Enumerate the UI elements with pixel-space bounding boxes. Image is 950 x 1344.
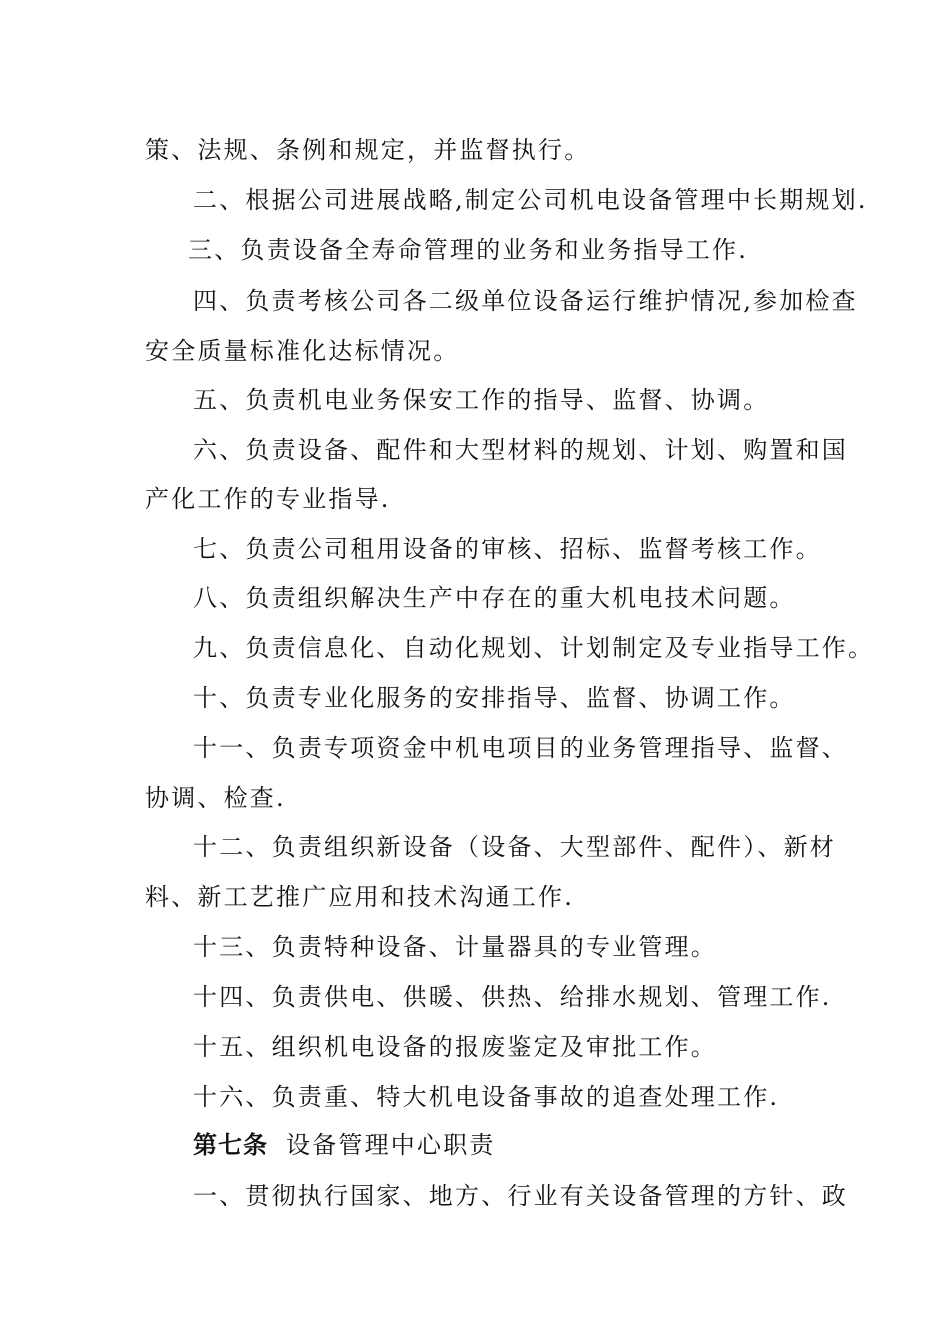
text-line: 十三、负责特种设备、计量器具的专业管理。 bbox=[193, 933, 717, 961]
text-line: 三、负责设备全寿命管理的业务和业务指导工作. bbox=[188, 236, 749, 264]
text-line: 十二、负责组织新设备（设备、大型部件、配件）、新材 bbox=[193, 833, 836, 861]
text-line: 十一、负责专项资金中机电项目的业务管理指导、监督、 bbox=[193, 734, 848, 762]
article-label: 第七条 bbox=[193, 1131, 268, 1159]
text-line: 二、根据公司进展战略,制定公司机电设备管理中长期规划. bbox=[193, 186, 868, 214]
text-line: 一、贯彻执行国家、地方、行业有关设备管理的方针、政 bbox=[193, 1182, 848, 1210]
article-title: 设备管理中心职责 bbox=[286, 1131, 496, 1159]
text-line: 十、负责专业化服务的安排指导、监督、协调工作。 bbox=[193, 684, 796, 712]
text-line: 八、负责组织解决生产中存在的重大机电技术问题。 bbox=[193, 584, 796, 612]
text-line: 安全质量标准化达标情况。 bbox=[145, 337, 460, 365]
text-line: 七、负责公司租用设备的审核、招标、监督考核工作。 bbox=[193, 535, 822, 563]
text-line: 策、法规、条例和规定，并监督执行。 bbox=[145, 136, 591, 164]
text-line: 十六、负责重、特大机电设备事故的追查处理工作. bbox=[193, 1083, 780, 1111]
text-line: 产化工作的专业指导. bbox=[145, 485, 391, 513]
text-line: 九、负责信息化、自动化规划、计划制定及专业指导工作。 bbox=[193, 634, 875, 662]
text-line: 六、负责设备、配件和大型材料的规划、计划、购置和国 bbox=[193, 436, 848, 464]
text-line: 料、新工艺推广应用和技术沟通工作. bbox=[145, 883, 575, 911]
text-line: 协调、检查. bbox=[145, 784, 286, 812]
text-line: 十四、负责供电、供暖、供热、给排水规划、管理工作. bbox=[193, 983, 832, 1011]
article-heading bbox=[193, 1130, 496, 1160]
text-line: 五、负责机电业务保安工作的指导、监督、协调。 bbox=[193, 386, 770, 414]
text-line: 四、负责考核公司各二级单位设备运行维护情况,参加检查 bbox=[193, 287, 858, 315]
text-line: 十五、组织机电设备的报废鉴定及审批工作。 bbox=[193, 1033, 717, 1061]
